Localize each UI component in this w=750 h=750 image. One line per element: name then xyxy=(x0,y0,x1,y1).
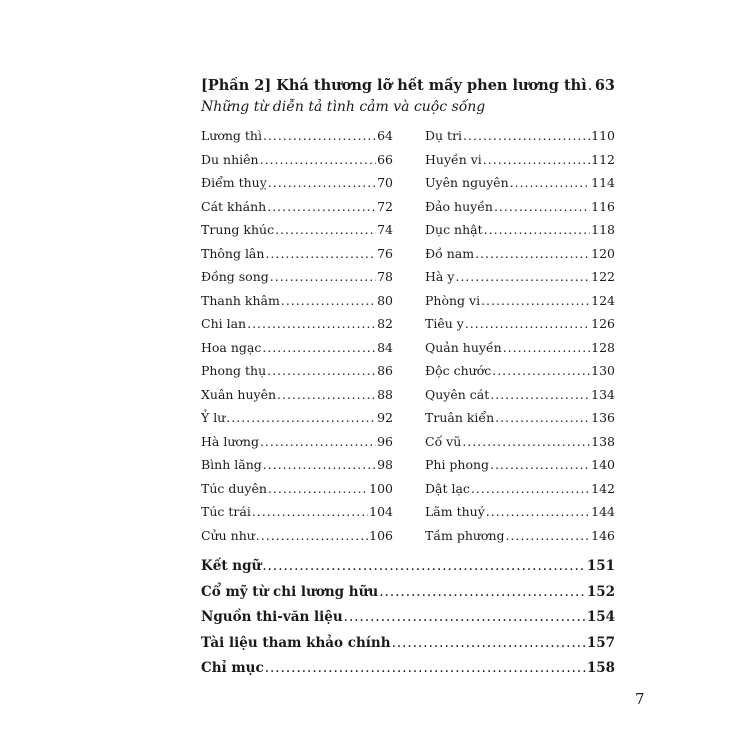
entry-title: Nguồn thi-văn liệu xyxy=(201,609,343,625)
toc-entry xyxy=(425,220,615,244)
toc-entry xyxy=(201,314,393,338)
dot-leader xyxy=(462,432,590,452)
entry-page: 96 xyxy=(377,433,393,449)
dot-leader xyxy=(465,314,590,334)
entry-page: 120 xyxy=(591,245,615,261)
toc-entry xyxy=(201,267,393,291)
entry-title: Phong thụ xyxy=(201,363,267,378)
entry-title: Dụ tri xyxy=(425,128,463,143)
dot-leader xyxy=(226,408,376,428)
entry-page: 130 xyxy=(591,363,615,378)
toc-entry xyxy=(425,314,615,338)
dot-leader xyxy=(506,526,591,546)
toc-entry xyxy=(201,526,393,550)
dot-leader xyxy=(503,338,590,358)
entry-title: Chỉ mục xyxy=(201,660,264,676)
entry-page: 144 xyxy=(591,504,615,519)
entry-title: Truân kiển xyxy=(425,410,495,425)
entry-page: 146 xyxy=(591,527,615,543)
entry-page: 151 xyxy=(586,558,615,574)
dot-leader xyxy=(486,502,590,522)
entry-title: Bình lăng xyxy=(201,457,262,472)
toc-entry xyxy=(201,479,393,503)
dot-leader xyxy=(275,220,376,240)
dot-leader xyxy=(484,220,591,240)
entry-page: 118 xyxy=(591,222,615,237)
toc-entry xyxy=(425,479,615,503)
toc-entry xyxy=(201,502,393,526)
dot-leader xyxy=(265,244,376,264)
entry-page: 128 xyxy=(591,339,615,355)
entry-title: Uyên nguyên xyxy=(425,175,509,190)
toc-right-column xyxy=(425,126,615,549)
entry-page: 100 xyxy=(369,480,393,496)
dot-leader xyxy=(475,244,590,264)
toc-entry xyxy=(425,361,615,385)
entry-title: Kết ngữ xyxy=(201,558,262,574)
entry-title: Hà y xyxy=(425,269,455,284)
toc-entry xyxy=(201,197,393,221)
toc-entry xyxy=(425,173,615,197)
part-subtitle: Những từ diễn tả tình cảm và cuộc sống xyxy=(201,99,486,115)
entry-page: 134 xyxy=(591,386,615,402)
entry-page: 82 xyxy=(377,316,393,331)
entry-title: Hà lương xyxy=(201,433,259,449)
dot-leader xyxy=(262,338,376,358)
entry-page: 88 xyxy=(377,386,393,402)
entry-page: 66 xyxy=(377,151,393,167)
toc-entry xyxy=(425,385,615,409)
dot-leader xyxy=(392,632,586,654)
entry-page: 110 xyxy=(591,128,615,143)
toc-entry xyxy=(425,244,615,268)
toc-entry xyxy=(201,581,615,607)
dot-leader xyxy=(267,197,376,217)
dot-leader xyxy=(265,657,586,679)
dot-leader xyxy=(344,606,586,628)
toc-entry xyxy=(201,632,615,658)
dot-leader xyxy=(492,361,590,381)
entry-title: Phi phong xyxy=(425,457,490,472)
dot-leader xyxy=(463,126,590,146)
entry-page: 116 xyxy=(591,198,615,214)
entry-page: 157 xyxy=(586,634,615,651)
toc-entry xyxy=(201,606,615,632)
entry-title: Quyên cát xyxy=(425,386,490,402)
dot-leader xyxy=(252,502,368,522)
toc-entry xyxy=(425,502,615,526)
dot-leader xyxy=(263,126,376,146)
entry-title: Xuân huyên xyxy=(201,386,277,402)
toc-entry xyxy=(201,150,393,174)
toc-entry xyxy=(201,361,393,385)
entry-title: Lãm thuý xyxy=(425,504,485,519)
toc-left-column xyxy=(201,126,393,549)
entry-page: 104 xyxy=(369,504,393,519)
dot-leader xyxy=(490,385,590,405)
toc-entry xyxy=(425,408,615,432)
toc-part-heading xyxy=(201,77,615,94)
entry-page: 106 xyxy=(369,527,393,543)
entry-title: Đồ nam xyxy=(425,245,475,261)
entry-page: 74 xyxy=(377,222,393,237)
toc-end-sections xyxy=(201,555,615,683)
entry-page: 122 xyxy=(591,269,615,284)
page-number: 7 xyxy=(635,690,645,708)
entry-title: Cửu như xyxy=(201,527,255,543)
toc-entry xyxy=(425,197,615,221)
entry-page: 84 xyxy=(377,339,393,355)
toc-entry xyxy=(201,455,393,479)
toc-entry xyxy=(425,291,615,315)
toc-entry xyxy=(201,385,393,409)
entry-title: Cố vũ xyxy=(425,433,462,449)
dot-leader xyxy=(495,408,590,428)
entry-title: Thông lân xyxy=(201,245,265,261)
entry-title: Cát khánh xyxy=(201,198,267,214)
toc-entry xyxy=(201,244,393,268)
entry-title: Dật lạc xyxy=(425,480,470,496)
entry-page: 112 xyxy=(591,151,615,167)
part-title: [Phần 2] Khá thương lỡ hết mấy phen lương thì xyxy=(201,77,587,94)
entry-page: 92 xyxy=(377,410,393,425)
entry-page: 138 xyxy=(591,433,615,449)
toc-entry xyxy=(201,432,393,456)
dot-leader xyxy=(270,267,376,287)
toc-entry xyxy=(201,126,393,150)
entry-page: 72 xyxy=(377,198,393,214)
entry-page: 136 xyxy=(591,410,615,425)
toc-entry xyxy=(201,555,615,581)
toc-entry xyxy=(425,526,615,550)
entry-page: 114 xyxy=(591,175,615,190)
entry-title: Đồng song xyxy=(201,269,269,284)
dot-leader xyxy=(267,361,376,381)
entry-title: Tài liệu tham khảo chính xyxy=(201,634,391,651)
entry-page: 98 xyxy=(377,457,393,472)
dot-leader xyxy=(263,455,376,475)
entry-page: 142 xyxy=(591,480,615,496)
dot-leader xyxy=(247,314,376,334)
entry-page: 126 xyxy=(591,316,615,331)
dot-leader xyxy=(490,455,590,475)
dot-leader xyxy=(281,291,376,311)
entry-title: Trung khúc xyxy=(201,222,275,237)
dot-leader xyxy=(268,479,368,499)
dot-leader xyxy=(471,479,590,499)
entry-page: 80 xyxy=(377,292,393,308)
entry-title: Ỷ lư xyxy=(201,410,226,425)
entry-title: Lương thì xyxy=(201,128,262,143)
entry-title: Tiêu y xyxy=(425,316,464,331)
entry-page: 158 xyxy=(586,660,615,676)
dot-leader xyxy=(510,173,591,193)
entry-title: Huyền vi xyxy=(425,151,482,167)
entry-page: 124 xyxy=(591,292,615,308)
toc-entry xyxy=(201,657,615,683)
entry-title: Điểm thuỵ xyxy=(201,175,267,190)
toc-entry xyxy=(201,338,393,362)
dot-leader xyxy=(262,555,585,577)
entry-page: 78 xyxy=(377,269,393,284)
toc-entry xyxy=(201,408,393,432)
entry-page: 154 xyxy=(586,609,615,625)
entry-page: 86 xyxy=(377,363,393,378)
entry-page: 152 xyxy=(586,583,615,600)
entry-title: Thanh khâm xyxy=(201,292,280,308)
entry-page: 140 xyxy=(591,457,615,472)
dot-leader xyxy=(268,173,376,193)
entry-title: Túc duyên xyxy=(201,480,267,496)
entry-title: Túc trái xyxy=(201,504,251,519)
entry-title: Độc chước xyxy=(425,363,492,378)
dot-leader xyxy=(260,432,376,452)
toc-entry xyxy=(201,173,393,197)
entry-page: 70 xyxy=(377,175,393,190)
toc-entry xyxy=(425,455,615,479)
entry-title: Quản huyền xyxy=(425,339,502,355)
dot-leader xyxy=(256,526,368,546)
entry-page: 64 xyxy=(377,128,393,143)
part-page: 63 xyxy=(594,77,615,94)
entry-title: Hoa ngạc xyxy=(201,339,262,355)
entry-title: Du nhiên xyxy=(201,151,259,167)
toc-entry xyxy=(425,150,615,174)
dot-leader xyxy=(379,581,586,603)
dot-leader xyxy=(481,291,590,311)
toc-entry xyxy=(425,432,615,456)
entry-title: Tầm phương xyxy=(425,527,505,543)
dot-leader xyxy=(455,267,590,287)
toc-entry xyxy=(425,267,615,291)
dot-leader xyxy=(483,150,590,170)
toc-entry xyxy=(425,126,615,150)
toc-entry xyxy=(201,291,393,315)
entry-title: Phòng vi xyxy=(425,292,481,308)
dot-leader xyxy=(277,385,376,405)
toc-entry xyxy=(425,338,615,362)
toc-entry xyxy=(201,220,393,244)
entry-title: Đảo huyền xyxy=(425,198,493,214)
entry-page: 76 xyxy=(377,245,393,261)
dot-leader xyxy=(494,197,590,217)
entry-title: Dục nhật xyxy=(425,222,483,237)
entry-title: Chi lan xyxy=(201,316,247,331)
dot-leader xyxy=(260,150,377,170)
entry-title: Cổ mỹ từ chi lương hữu xyxy=(201,583,379,600)
